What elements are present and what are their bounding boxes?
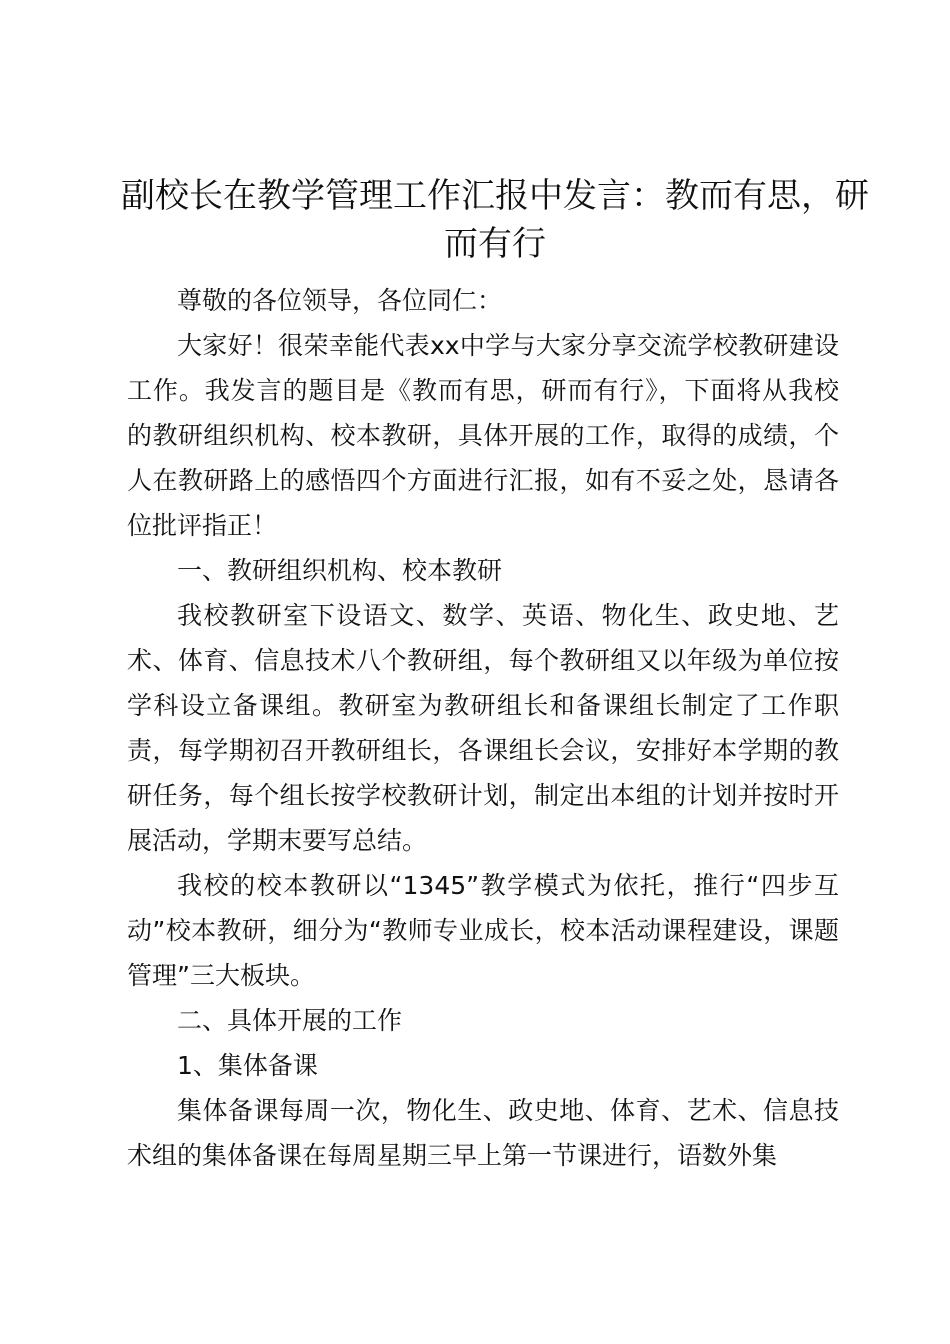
section-heading-1: 一、教研组织机构、校本教研 bbox=[177, 556, 503, 585]
paragraph-collective-prep: 集体备课每周一次，物化生、政史地、体育、艺术、信息技术组的集体备课在每周星期三早上第一节课进行，语数外集 bbox=[127, 1096, 839, 1170]
paragraph-organization: 我校教研室下设语文、数学、英语、物化生、政史地、艺术、体育、信息技术八个教研组，每个教研组又以年级为单位按学科设立备课组。教研室为教研组长和备课组长制定了工作职责，每学期初召开教研组长，各课组长会议，安排好本学期的教研任务，每个组长按学校教研计划，制定出本组的计划并按时开展活动，学期末要写总结。 bbox=[127, 601, 839, 855]
document-title: 副校长在教学管理工作汇报中发言：教而有思，研而有行 bbox=[121, 176, 869, 264]
subsection-heading-1: 1、集体备课 bbox=[177, 1051, 318, 1080]
document-body bbox=[127, 278, 839, 1178]
paragraph-school-research: 我校的校本教研以“1345”教学模式为依托，推行“四步互动”校本教研，细分为“教师专业成长，校本活动课程建设，课题管理”三大板块。 bbox=[127, 871, 839, 990]
salutation: 尊敬的各位领导，各位同仁： bbox=[177, 286, 503, 315]
section-heading-2: 二、具体开展的工作 bbox=[177, 1006, 403, 1035]
paragraph-intro: 大家好！很荣幸能代表xx中学与大家分享交流学校教研建设工作。我发言的题目是《教而有思，研而有行》，下面将从我校的教研组织机构、校本教研，具体开展的工作，取得的成绩，个人在教研路上的感悟四个方面进行汇报，如有不妥之处，恳请各位批评指正！ bbox=[127, 331, 839, 540]
